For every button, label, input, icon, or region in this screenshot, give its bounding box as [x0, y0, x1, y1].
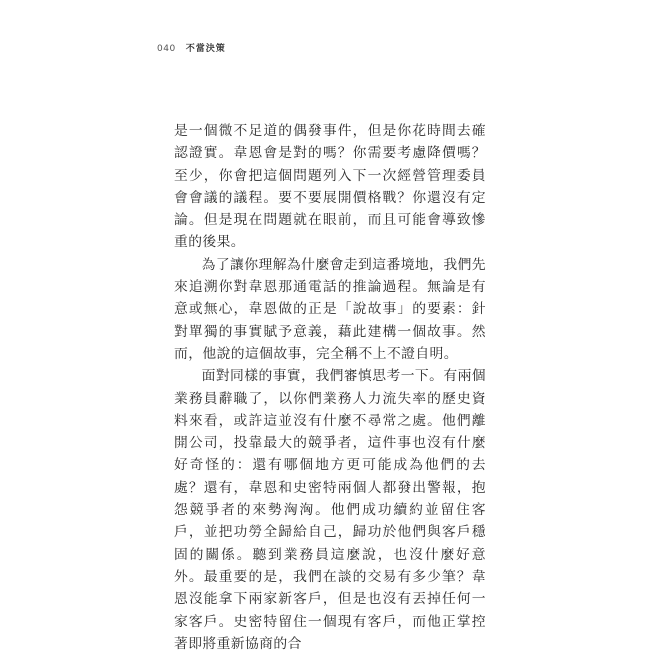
book-title: 不當決策	[185, 44, 226, 54]
paragraph-3: 面對同樣的事實，我們審慎思考一下。有兩個業務員辭職了，以你們業務人力流失率的歷史資料來看，或許這並沒有什麼不尋常之處。他們離開公司，投靠最大的競爭者，這件事也沒有什麼好奇怪的：還有哪個地方更可能成為他們的去處？還有，韋恩和史密特兩個人都發出警報，抱怨競爭者的來勢洶洶。他們成功續約並留住客戶，並把功勞全歸給自己，歸功於他們與客戶穩固的關係。聽到業務員這麼說，也沒什麼好意外。最重要的是，我們在談的交易有多少筆？韋恩沒能拿下兩家新客戶，但是也沒有丟掉任何一家客戶。史密特留住一個現有客戶，而他正掌控著即將重新協商的合	[174, 368, 486, 652]
body-text	[174, 120, 486, 655]
running-head	[157, 41, 226, 54]
page-number: 040	[157, 44, 176, 54]
paragraph-1: 是一個微不足道的偶發事件，但是你花時間去確認證實。韋恩會是對的嗎？你需要考慮降價嗎？至少，你會把這個問題列入下一次經營管理委員會會議的議程。要不要展開價格戰？你還沒有定論。但是現在問題就在眼前，而且可能會導致慘重的後果。	[174, 123, 486, 251]
paragraph-2: 為了讓你理解為什麼會走到這番境地，我們先來追溯你對韋恩那通電話的推論過程。無論是有意或無心，韋恩做的正是「說故事」的要素：針對單獨的事實賦予意義，藉此建構一個故事。然而，他說的這個故事，完全稱不上不證自明。	[174, 256, 486, 362]
